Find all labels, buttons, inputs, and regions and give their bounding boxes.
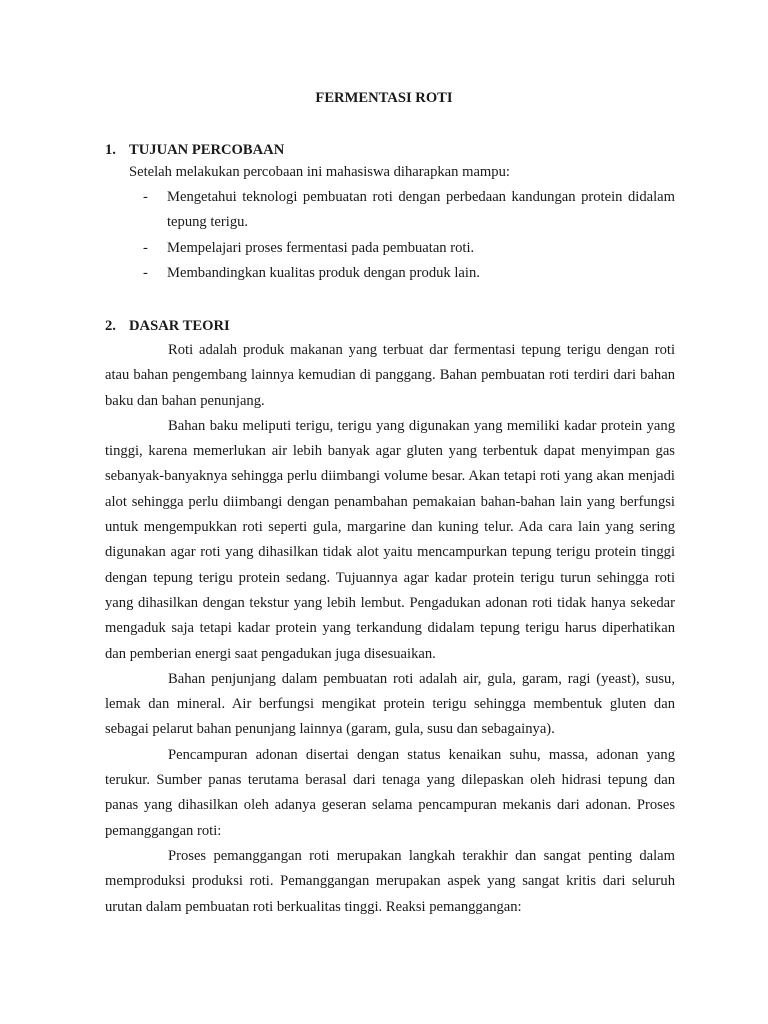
paragraph: Proses pemanggangan roti merupakan langkah terakhir dan sangat penting dalam memproduksi produksi roti. Pemanggangan merupakan aspek yang sangat kritis dari seluruh urutan dalam pembuatan roti berkualitas tinggi. Reaksi pemanggangan: — [105, 847, 675, 915]
section-heading — [105, 316, 675, 336]
document-title: FERMENTASI ROTI — [315, 90, 453, 106]
list-item — [143, 261, 675, 286]
section-heading — [105, 140, 675, 160]
list-item-text: Membandingkan kualitas produk dengan produk lain. — [167, 264, 480, 281]
list-item-text: Mengetahui teknologi pembuatan roti dengan perbedaan kandungan protein didalam tepung terigu. — [167, 189, 675, 231]
section-tujuan-percobaan — [105, 140, 675, 286]
list-item — [143, 185, 675, 236]
bullet-dash: - — [143, 189, 148, 205]
section-intro: Setelah melakukan percobaan ini mahasiswa diharapkan mampu: — [129, 164, 510, 180]
paragraph: Pencampuran adonan disertai dengan status kenaikan suhu, massa, adonan yang terukur. Sumber panas terutama berasal dari tenaga yang dilepaskan oleh hidrasi tepung dan panas yang dihasilkan oleh adanya geseran selama pencampuran mekanis dari adonan. Proses pemanggangan roti: — [105, 746, 675, 839]
section-title: TUJUAN PERCOBAAN — [129, 142, 285, 158]
section-dasar-teori — [105, 316, 675, 920]
objective-list — [105, 185, 675, 286]
bullet-dash: - — [143, 264, 148, 281]
paragraph: Bahan penjunjang dalam pembuatan roti adalah air, gula, garam, ragi (yeast), susu, lemak dan mineral. Air berfungsi mengikat protein terigu sehingga membentuk gluten dan sebagai pelarut bahan penunjang lainnya (garam, gula, susu dan sebagainya). — [105, 670, 675, 738]
section-number: 2. — [105, 318, 116, 334]
bullet-dash: - — [143, 239, 148, 256]
list-item-text: Mempelajari proses fermentasi pada pembuatan roti. — [167, 239, 475, 256]
section-number: 1. — [105, 142, 116, 158]
section-body — [105, 338, 675, 920]
list-item — [143, 236, 675, 261]
paragraph: Bahan baku meliputi terigu, terigu yang digunakan yang memiliki kadar protein yang tinggi, karena memerlukan air lebih banyak agar gluten yang terbentuk dapat menyimpan gas sebanyak-banyaknya sehingga perlu diimbangi volume besar. Akan tetapi roti yang akan menjadi alot sehingga perlu diimbangi dengan penambahan pemakaian bahan-bahan lain yang berfungsi untuk mengempukkan roti seperti gula, margarine dan kuning telur. Ada cara lain yang sering digunakan agar roti yang dihasilkan tidak alot yaitu mencampurkan tepung terigu protein tinggi dengan tepung terigu protein sedang. Tujuannya agar kadar protein terigu turun sehingga roti yang dihasilkan dengan tekstur yang lebih lembut. Pengadukan adonan roti tidak hanya sekedar mengaduk saja tetapi kadar protein yang terkandung didalam tepung terigu harus diperhatikan dan pemberian energi saat pengadukan juga disesuaikan. — [105, 417, 675, 662]
paragraph: Roti adalah produk makanan yang terbuat dar fermentasi tepung terigu dengan roti atau bahan pengembang lainnya kemudian di panggang. Bahan pembuatan roti terdiri dari bahan baku dan bahan penunjang. — [105, 342, 675, 409]
section-title: DASAR TEORI — [129, 318, 230, 334]
